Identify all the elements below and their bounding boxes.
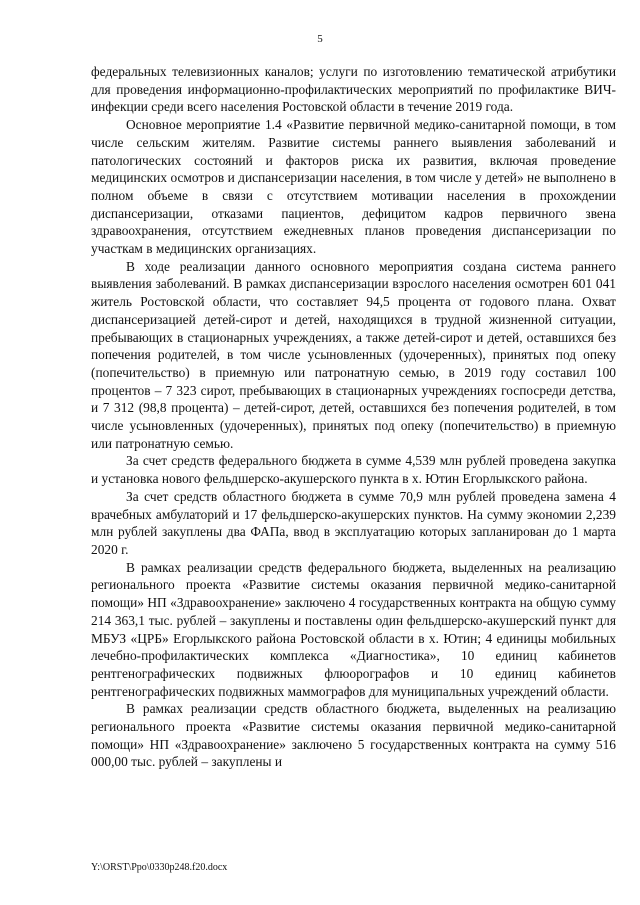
paragraph-early-detection-system: В ходе реализации данного основного мероприятия создана система раннего выявления заболеваний. В рамках диспансеризации взрослого населения осмотрен 601 041 житель Ростовской области, что составляет 94,5 процента от годового плана. Охват диспансеризацией детей-сирот и детей, находящихся в трудной жизненной ситуации, пребывающих в стационарных учреждениях, а также детей-сирот и детей, оставшихся без попечения родителей, в том числе усыновленных (удочеренных), принятых под опеку (попечительство) в приемную или патронатную семью, в 2019 году составил 100 процентов – 7 323 сирот, пребывающих в стационарных учреждениях госпосреди детства, и 7 312 (98,8 процента) – детей-сирот, детей, оставшихся без попечения родителей, в том числе усыновленных (удочеренных), принятых под опеку (попечительство) в приемную или патронатную семью. xyxy=(91,258,616,451)
paragraph-federal-budget-fap: За счет средств федерального бюджета в сумме 4,539 млн рублей проведена закупка и установка нового фельдшерско-акушерского пункта в х. Ютин Егорлыкского района. xyxy=(91,453,616,487)
footer-file-path: Y:\ORST\Ppo\0330p248.f20.docx xyxy=(91,862,228,873)
paragraph-regional-budget-replacement: За счет средств областного бюджета в сумме 70,9 млн рублей проведена замена 4 врачебных амбулаторий и 17 фельдшерско-акушерских пунктов. На сумму экономии 2,239 млн рублей закуплены два ФАПа, ввод в эксплуатацию которых запланирован до 1 марта 2020 г. xyxy=(91,488,616,557)
paragraph-main-activity-1-4: Основное мероприятие 1.4 «Развитие первичной медико-санитарной помощи, в том числе сельским жителям. Развитие системы раннего выявления заболеваний и патологических состояний и факторов риска их развития, включая проведение медицинских осмотров и диспансеризации населения, в том числе у детей» не выполнено в полном объеме в связи с отсутствием мотивации населения в прохождении диспансеризации, отказами пациентов, дефицитом кадров первичного звена здравоохранения, отсутствием ежедневных планов проведения диспансеризации по участкам в медицинских организациях. xyxy=(91,117,616,257)
page-number: 5 xyxy=(317,33,323,45)
paragraph-continuation: федеральных телевизионных каналов; услуги по изготовлению тематической атрибутики для проведения информационно-профилактических мероприятий по профилактике ВИЧ-инфекции среди всего населения Ростовской области в течение 2019 года. xyxy=(91,64,616,115)
document-body xyxy=(91,63,616,771)
paragraph-federal-regional-project: В рамках реализации средств федерального бюджета, выделенных на реализацию регионального проекта «Развитие системы оказания первичной медико-санитарной помощи» НП «Здравоохранение» заключено 4 государственных контракта на общую сумму 214 363,1 тыс. рублей – закуплены и поставлены один фельдшерско-акушерский пункт для МБУЗ «ЦРБ» Егорлыкского района Ростовской области в х. Ютин; 4 единицы мобильных лечебно-профилактических комплекса «Диагностика», 10 единиц кабинетов рентгенографических подвижных флюорографов и 10 единиц кабинетов рентгенографических подвижных маммографов для муниципальных учреждений области. xyxy=(91,559,616,699)
paragraph-regional-budget-project: В рамках реализации средств областного бюджета, выделенных на реализацию регионального проекта «Развитие системы оказания первичной медико-санитарной помощи» НП «Здравоохранение» заключено 5 государственных контракта на сумму 516 000,00 тыс. рублей – закуплены и xyxy=(91,701,616,770)
